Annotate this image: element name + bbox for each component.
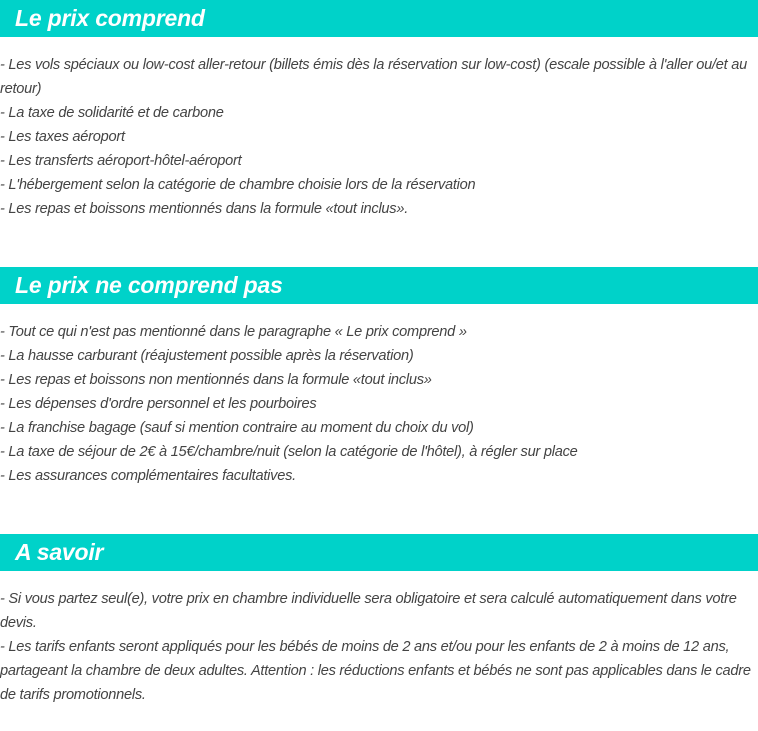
section-body: [0, 571, 758, 707]
list-item: - La hausse carburant (réajustement possible après la réservation): [0, 348, 414, 364]
list-item: - Les dépenses d'ordre personnel et les pourboires: [0, 396, 317, 412]
list-item: - Les transferts aéroport-hôtel-aéroport: [0, 153, 242, 169]
section-price-includes: [0, 0, 758, 221]
list-item: - Les vols spéciaux ou low-cost aller-retour (billets émis dès la réservation sur low-cost) (escale possible à l'aller ou/et au retour): [0, 57, 747, 97]
list-item: - La taxe de solidarité et de carbone: [0, 105, 224, 121]
list-item: - Les taxes aéroport: [0, 129, 125, 145]
section-title: A savoir: [15, 539, 104, 565]
section-title: Le prix ne comprend pas: [15, 272, 283, 298]
section-good-to-know: [0, 534, 758, 707]
list-item: - Tout ce qui n'est pas mentionné dans le paragraphe « Le prix comprend »: [0, 324, 467, 340]
list-item: - Si vous partez seul(e), votre prix en chambre individuelle sera obligatoire et sera calculé automatiquement dans votre devis.: [0, 591, 737, 631]
list-item: - Les repas et boissons mentionnés dans la formule «tout inclus».: [0, 201, 409, 217]
section-header: [0, 0, 758, 37]
list-item: - L'hébergement selon la catégorie de chambre choisie lors de la réservation: [0, 177, 476, 193]
section-header: [0, 534, 758, 571]
list-item: - Les assurances complémentaires facultatives.: [0, 468, 296, 484]
section-title: Le prix comprend: [15, 5, 205, 31]
list-item: - Les tarifs enfants seront appliqués pour les bébés de moins de 2 ans et/ou pour les enfants de 2 à moins de 12 ans, partageant la chambre de deux adultes. Attention : les réductions enfants et bébés ne sont pas applicables dans le cadre de tarifs promotionnels.: [0, 639, 751, 703]
list-item: - La franchise bagage (sauf si mention contraire au moment du choix du vol): [0, 420, 474, 436]
section-body: [0, 304, 758, 488]
section-price-excludes: [0, 267, 758, 488]
section-header: [0, 267, 758, 304]
section-body: [0, 37, 758, 221]
list-item: - Les repas et boissons non mentionnés dans la formule «tout inclus»: [0, 372, 432, 388]
list-item: - La taxe de séjour de 2€ à 15€/chambre/nuit (selon la catégorie de l'hôtel), à régler sur place: [0, 444, 578, 460]
